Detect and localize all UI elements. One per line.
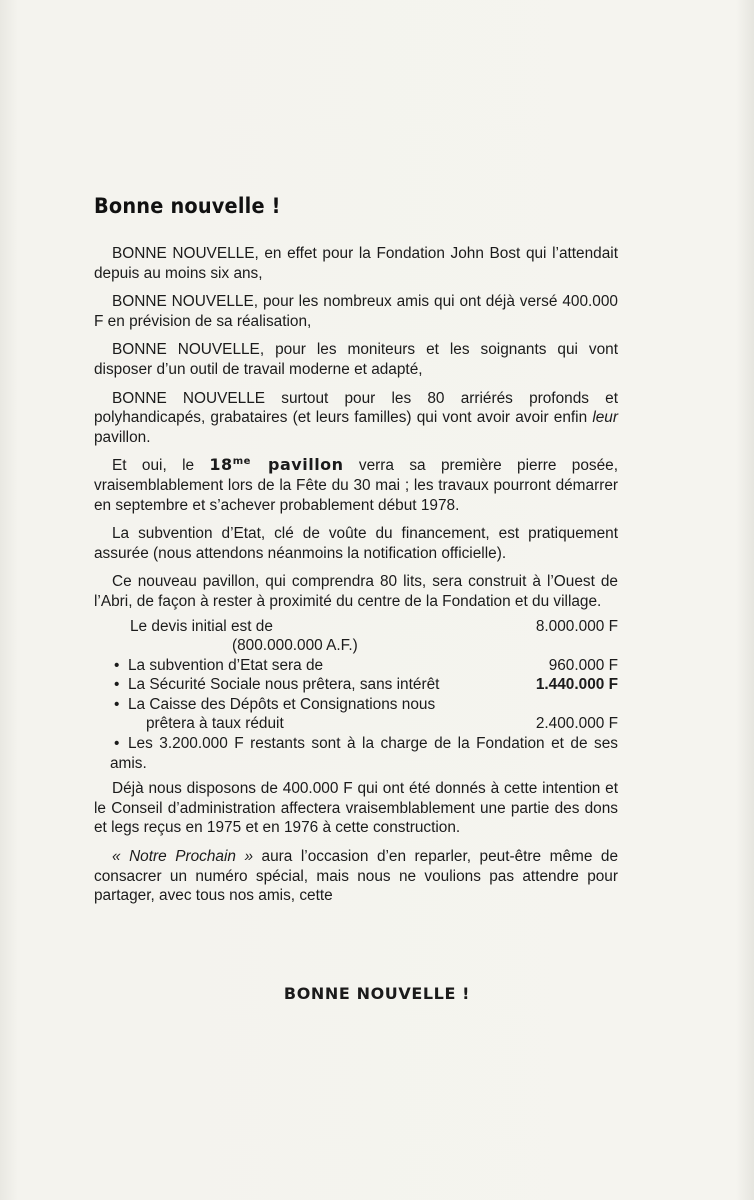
paragraph-6: La subvention d’Etat, clé de voûte du financement, est pratiquement assurée (nous attendons néanmoins la notification officielle).	[94, 525, 618, 562]
budget-row-secu: • La Sécurité Sociale nous prêtera, sans intérêt 1.440.000 F	[114, 676, 618, 694]
paragraph-5: Et oui, le $18^{me}$ pavillon verra sa première pierre posée, vraisemblablement lors de la Fête du 30 mai ; les travaux pourront démarrer en septembre et s’achever probablement début 1978.	[94, 455, 618, 514]
paragraph-1: BONNE NOUVELLE, en effet pour la Fondation John Bost qui l’attendait depuis au moins six ans,	[94, 245, 618, 282]
paragraph-2: BONNE NOUVELLE, pour les nombreux amis qui ont déjà versé 400.000 F en prévision de sa réalisation,	[94, 293, 618, 330]
budget-table	[94, 617, 618, 774]
paragraph-7: Ce nouveau pavillon, qui comprendra 80 lits, sera construit à l’Ouest de l’Abri, de façon à rester à proximité du centre de la Fondation et du village.	[94, 573, 618, 610]
article-body	[94, 244, 618, 915]
paragraph-3: BONNE NOUVELLE, pour les moniteurs et les soignants qui vont disposer d’un outil de travail moderne et adapté,	[94, 341, 618, 378]
paragraph-4: BONNE NOUVELLE surtout pour les 80 arriérés profonds et polyhandicapés, grabataires (et leurs familles) qui vont avoir avoir enfin leur pavillon.	[94, 389, 618, 446]
paragraph-9: « Notre Prochain » aura l’occasion d’en reparler, peut-être même de consacrer un numéro spécial, mais nous ne voulions pas attendre pour partager, avec tous nos amis, cette	[94, 848, 619, 905]
budget-row-af: (800.000.000 A.F.)	[232, 637, 358, 655]
budget-row-caisse-cont: prêtera à taux réduit 2.400.000 F	[146, 715, 618, 733]
page-title: Bonne nouvelle !	[94, 194, 281, 218]
pavillon-number: $18^{me}$ pavillon	[209, 455, 344, 475]
closing-line: BONNE NOUVELLE !	[283, 984, 471, 1003]
paragraph-8: Déjà nous disposons de 400.000 F qui ont été donnés à cette intention et le Conseil d’administration affectera vraisemblablement une partie des dons et legs reçus en 1975 et en 1976 à cette construction.	[94, 780, 618, 837]
budget-row-subvention: • La subvention d’Etat sera de 960.000 F	[114, 656, 618, 674]
budget-row-reste: • Les 3.200.000 F restants sont à la charge de la Fondation et de ses amis.	[110, 735, 618, 772]
budget-row-devis: Le devis initial est de 8.000.000 F	[130, 617, 618, 635]
budget-row-caisse: • La Caisse des Dépôts et Consignations nous	[114, 695, 436, 713]
